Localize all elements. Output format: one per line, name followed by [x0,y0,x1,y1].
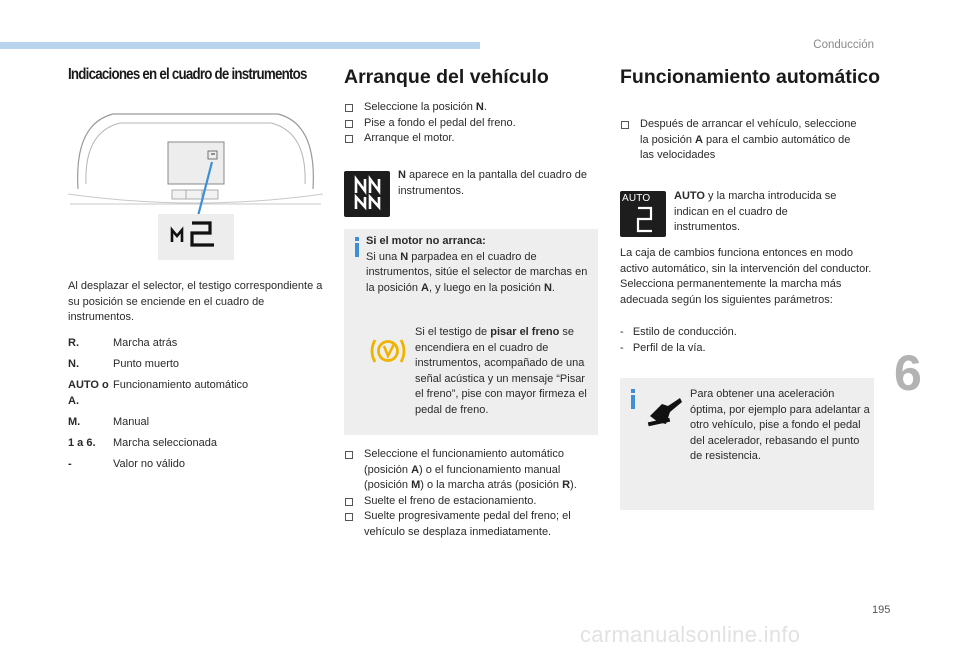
display-auto-icon: AUTO [620,191,666,237]
legend-row: R. Marcha atrás [68,337,178,349]
legend-row: 1 a 6. Marcha seleccionada [68,436,217,449]
accelerator-pedal-icon [646,394,684,428]
list-item: - Estilo de conducción. [620,326,737,338]
info-icon [631,395,635,409]
params-list [620,325,860,356]
legend-row: M. Manual [68,415,150,428]
engine-no-start-box: Si el motor no arranca: Si una N parpadea en el cuadro de instrumentos, sitúe el selector de marchas en la posición A, y luego en la posición N. Si el testigo de pisar el freno se encendiera en el cuadro de instrumentos, acompañado de una señal acústica y un mensaje “Pisar el freno”, pise con mayor firmeza el pedal de freno. [344,229,598,435]
start-steps-2 [344,447,599,541]
page-number: 195 [872,604,891,616]
acceleration-tip-text: Para obtener una aceleración óptima, por ejemplo para adelantar a otro vehículo, pise a fondo el pedal del acelerador, rebasando el punto de resistencia. [690,388,870,463]
auto-steps [620,117,860,164]
n-display-text: N aparece en la pantalla del cuadro de instrumentos. [398,169,587,197]
legend-row: N. Punto muerto [68,357,180,370]
list-item: Suelte progresivamente pedal del freno; el vehículo se desplaza inmediatamente. [344,509,599,540]
section-name: Conducción [813,39,874,51]
brake-warning-text: Si el testigo de pisar el freno se encendiera en el cuadro de instrumentos, acompañado de una señal acústica y un mensaje “Pisar el freno”, pise con mayor firmeza el pedal de freno. [415,326,587,416]
selector-intro-text: Al desplazar el selector, el testigo correspondiente a su posición se enciende en el cuadro de instrumentos. [68,280,323,324]
instrument-cluster-icon [68,104,323,262]
legend-row: - Valor no válido [68,457,185,470]
legend-list [68,336,308,478]
auto-body-text: La caja de cambios funciona entonces en modo activo automático, sin la intervención del conductor. Selecciona permanentemente la marcha más adecuada según los siguientes parámetros: [620,247,872,306]
chapter-tab-number: 6 [894,345,922,401]
automatic-mode-title: Funcionamiento automático [620,66,881,88]
acceleration-tip-box [620,378,874,510]
legend-row: AUTO o A. Funcionamiento automático [68,378,249,407]
list-item: Seleccione la posición N. [344,100,599,116]
auto-display-text: AUTO y la marcha introducida se indican en el cuadro de instrumentos. [674,190,837,234]
list-item: Después de arrancar el vehículo, seleccione la posición A para el cambio automático de las velocidades [620,117,860,164]
info-icon [355,243,359,257]
instrument-indications-title: Indicaciones en el cuadro de instrumentos [68,66,307,83]
start-steps [344,100,599,147]
display-n-icon [344,171,390,217]
list-item: - Perfil de la vía. [620,341,706,354]
watermark: carmanualsonline.info [580,622,801,647]
box-title: Si el motor no arranca: [366,235,486,247]
brake-warning-icon [368,336,408,366]
top-color-bar [0,42,480,49]
list-item: Arranque el motor. [344,131,599,147]
list-item: Suelte el freno de estacionamiento. [344,494,599,510]
list-item: Seleccione el funcionamiento automático (posición A) o el funcionamiento manual (posición M) o la marcha atrás (posición R). [344,447,599,494]
list-item: Pise a fondo el pedal del freno. [344,116,599,132]
vehicle-start-title: Arranque del vehículo [344,66,549,88]
